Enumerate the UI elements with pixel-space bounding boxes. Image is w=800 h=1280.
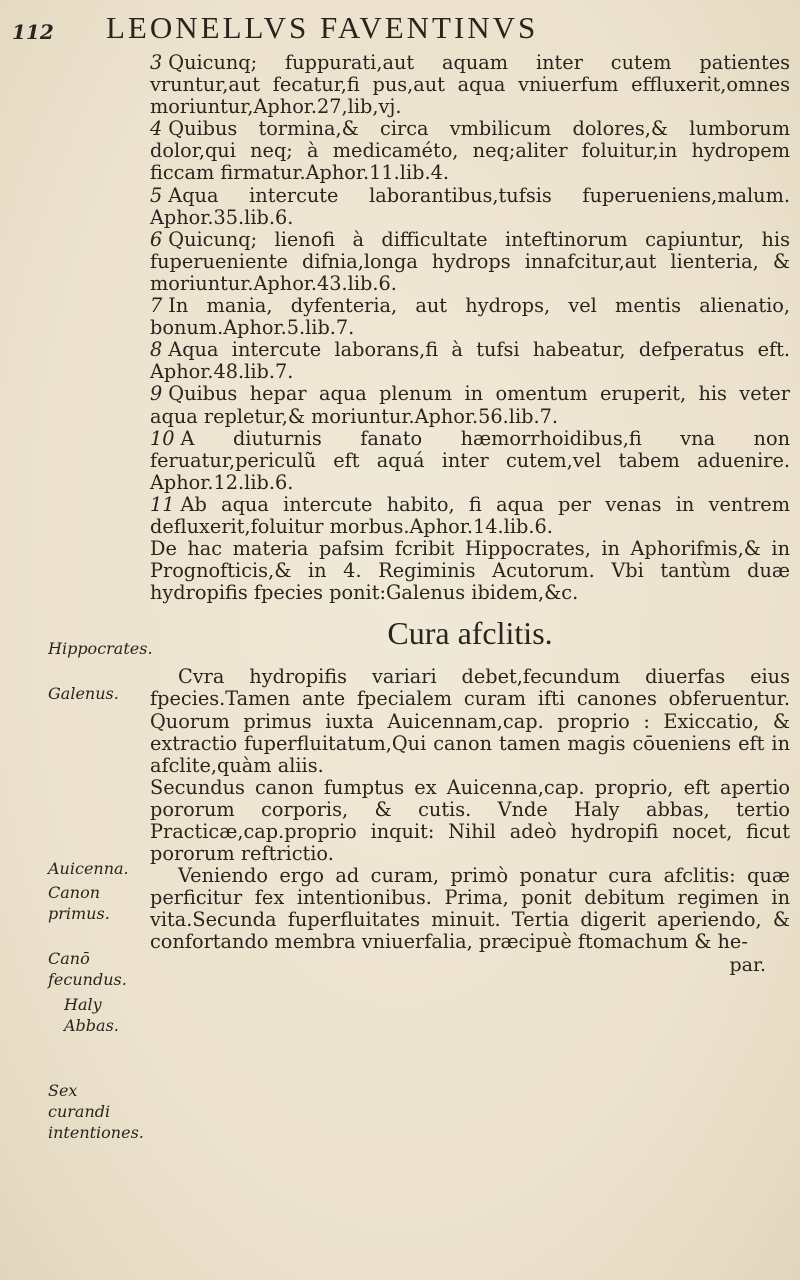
aphorism xyxy=(150,383,790,427)
margin-note-canon-primus: Canon primus. xyxy=(48,883,110,923)
aphorism-number: 8 xyxy=(150,338,163,362)
margin-note-sex-curandi: Sex curandi intentiones. xyxy=(48,1081,144,1142)
aphorism xyxy=(150,339,790,383)
aphorism xyxy=(150,52,790,118)
aphorism-text: Aqua intercute laborantibus,tufsis fuperueniens,malum. Aphor.35.lib.6. xyxy=(150,183,790,229)
margin-note-galenus: Galenus. xyxy=(48,684,119,703)
aphorism xyxy=(150,295,790,339)
aphorism-text: Quibus hepar aqua plenum in omentum eruperit, his veter aqua repletur,& moriuntur.Aphor.56.lib.7. xyxy=(150,382,790,428)
aphorism-number: 10 xyxy=(150,426,175,450)
aphorism xyxy=(150,185,790,229)
aphorism-number: 5 xyxy=(150,183,163,207)
hippocrates-paragraph: De hac materia pafsim fcribit Hippocrates, in Aphorifmis,& in Prognofticis,& in 4. Regiminis Acutorum. Vbi tantùm duæ hydropifis fpecies ponit:Galenus ibidem,&c. xyxy=(150,537,790,605)
aphorism-text: A diuturnis fanato hæmorrhoidibus,fi vna non feruatur,periculũ eft aquá inter cutem,vel tabem aduenire. Aphor.12.lib.6. xyxy=(150,426,790,494)
running-title: LEONELLVS FAVENTINVS xyxy=(106,10,539,45)
aphorism xyxy=(150,229,790,295)
section-title: Cura afclitis. xyxy=(387,615,553,652)
aphorism-text: In mania, dyfenteria, aut hydrops, vel mentis alienatio, bonum.Aphor.5.lib.7. xyxy=(150,294,790,340)
aphorism-list xyxy=(150,52,790,538)
aphorism-number: 7 xyxy=(150,294,163,318)
aphorism-number: 3 xyxy=(150,51,163,74)
aphorism xyxy=(150,118,790,184)
page-number: 112 xyxy=(12,20,54,44)
aphorism-number: 9 xyxy=(150,382,163,406)
aphorism-text: Aqua intercute laborans,fi à tufsi habeatur, defperatus eft. Aphor.48.lib.7. xyxy=(150,338,790,384)
cura-paragraph-3: Veniendo ergo ad curam, primò ponatur cura afclitis: quæ perficitur fex intentionibus. Prima, ponit debitum regimen in vita.Secunda fuperfluitates minuit. Tertia digerit aperiendo, & confortando membra vniuerfalia, præcipuè ftomachum & he- xyxy=(150,864,790,954)
margin-note-hippocrates: Hippocrates. xyxy=(48,639,153,658)
cura-paragraph-1: Cvra hydropifis variari debet,fecundum diuerfas eius fpecies.Tamen ante fpecialem curam ifti canones obferuentur. Quorum primus iuxta Auicennam,cap. proprio : Exiccatio, & extractio fuperfluitatum,Qui canon tamen magis cōueniens eft in afclite,quàm aliis. xyxy=(150,665,790,777)
cura-paragraph-2: Secundus canon fumptus ex Auicenna,cap. proprio, eft apertio pororum corporis, & cutis. Vnde Haly abbas, tertio Practicæ,cap.proprio inquit: Nihil adeò hydropifi nocet, ficut pororum reftrictio. xyxy=(150,775,790,866)
margin-note-auicenna: Auicenna. xyxy=(48,859,129,878)
main-text xyxy=(150,52,790,976)
aphorism-number: 4 xyxy=(150,117,163,141)
aphorism xyxy=(150,428,790,494)
page-header xyxy=(12,10,788,50)
aphorism xyxy=(150,494,790,538)
aphorism-text: Quicunq; lienofi à difficultate inteftinorum capiuntur, his fuperueniente difnia,longa hydrops innafcitur,aut lienteria, & moriuntur.Aphor.43.lib.6. xyxy=(150,227,790,295)
margin-note-haly: Haly Abbas. xyxy=(64,995,119,1035)
aphorism-number: 11 xyxy=(150,492,175,516)
aphorism-text: Quicunq; fuppurati,aut aquam inter cutem patientes vruntur,aut fecatur,fi pus,aut aqua vniuerfum effluxerit,omnes moriuntur,Aphor.27,lib,vj. xyxy=(150,51,790,119)
catchword: par. xyxy=(729,953,766,976)
aphorism-text: Ab aqua intercute habito, fi aqua per venas in ventrem defluxerit,foluitur morbus.Aphor.14.lib.6. xyxy=(150,492,790,538)
margin-note-canon-secundus: Canō fecundus. xyxy=(48,949,127,989)
aphorism-number: 6 xyxy=(150,227,163,251)
aphorism-text: Quibus tormina,& circa vmbilicum dolores,& lumborum dolor,qui neq; à medicaméto, neq;aliter foluitur,in hydropem ficcam firmatur.Aphor.11.lib.4. xyxy=(150,117,790,185)
